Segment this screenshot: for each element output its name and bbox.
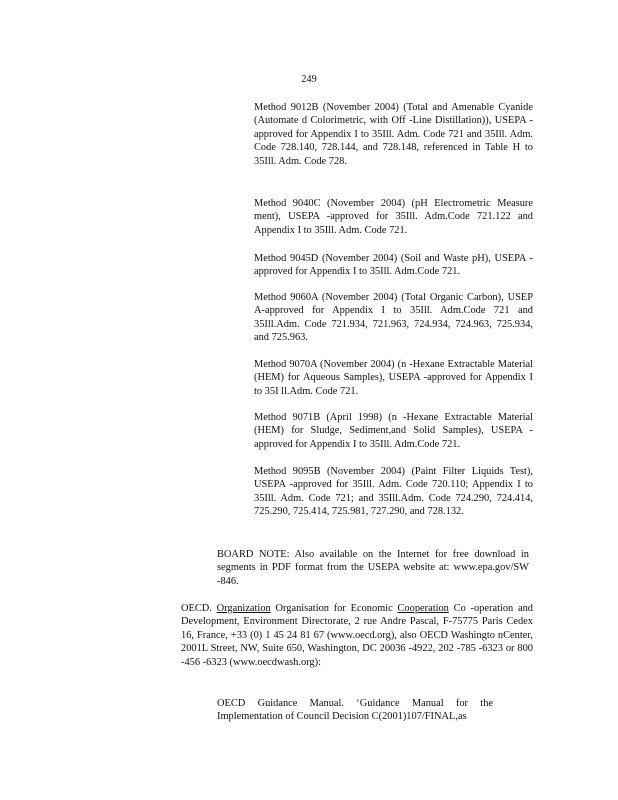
method-entry-9045d: Method 9045D (November 2004) (Soil and Waste pH), USEPA -approved for Appendix I to 35Ill. Adm.Code 721. [254, 253, 533, 278]
oecd-name-underlined: Cooperation [397, 603, 449, 614]
page-number: 249 [301, 74, 317, 85]
oecd-entry [181, 602, 533, 669]
method-entry-9071b: Method 9071B (April 1998) (n -Hexane Extractable Material (HEM) for Sludge, Sediment,and Solid Samples), USEPA -approved for Appendix I to 35Ill. Adm.Code 721. [254, 412, 533, 450]
oecd-name-middle: Organisation for Economic [270, 603, 398, 614]
oecd-name-struck: Organization [216, 603, 271, 614]
method-entry-9070a: Method 9070A (November 2004) (n -Hexane Extractable Material (HEM) for Aqueous Samples), USEPA -approved for Appendix I to 35I ll.Adm. Code 721. [254, 359, 533, 397]
method-entry-9012b: Method 9012B (November 2004) (Total and Amenable Cyanide (Automate d Colorimetric, with Off -Line Distillation)), USEPA -approved for Appendix I to 35Ill. Adm. Code 721 and 35Ill. Adm. Code 728.140, 728.144, and 728.148, referenced in Table H to 35Ill. Adm. Code 728. [254, 102, 533, 167]
method-entry-9060a: Method 9060A (November 2004) (Total Organic Carbon), USEP A-approved for Appendix I to 35Ill. Adm.Code 721 and 35Ill.Adm. Code 721.934, 721.963, 724.934, 724.963, 725.934, and 725.963. [254, 292, 533, 344]
oecd-address: Co -operation and Development, Environment Directorate, 2 rue Andre Pascal, F-75775 Paris Cedex 16, France, +33 (0) 1 45 24 81 67 (www.oecd.org), also OECD Washingto nCenter, 2001L Street, NW, Suite 650, Washington, DC 20036 -4922, 202 -785 -6323 or 800 -456 -6323 (www.oecdwash.org): [181, 603, 533, 668]
method-entry-9095b: Method 9095B (November 2004) (Paint Filter Liquids Test), USEPA -approved for 35Ill. Adm. Code 720.110; Appendix I to 35Ill. Adm. Code 721; and 35Ill.Adm. Code 724.290, 724.414, 725.290, 725.414, 725.981, 727.290, and 728.132. [254, 466, 533, 518]
method-entry-9040c: Method 9040C (November 2004) (pH Electrometric Measure ment), USEPA -approved for 35Ill. Adm.Code 721.122 and Appendix I to 35Ill. Adm. Code 721. [254, 198, 533, 236]
oecd-guidance-manual: OECD Guidance Manual. ‘Guidance Manual for the Implementation of Council Decision C(2001)107/FINAL,as [217, 698, 493, 723]
oecd-prefix: OECD. [181, 603, 217, 614]
board-note: BOARD NOTE: Also available on the Internet for free download in segments in PDF format from the USEPA website at: www.epa.gov/SW -846. [217, 549, 529, 587]
